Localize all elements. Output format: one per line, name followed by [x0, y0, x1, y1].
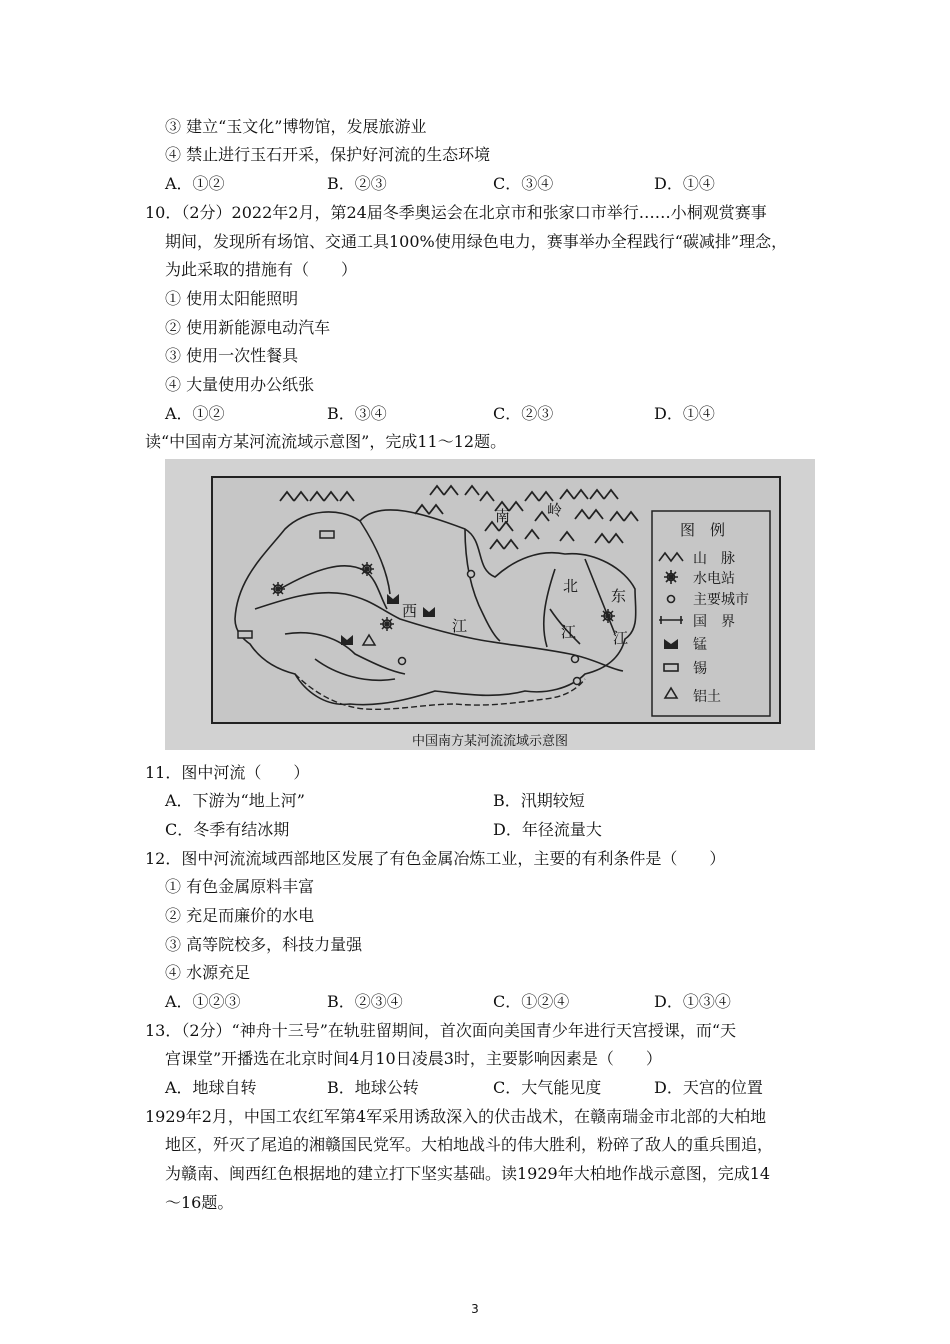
hydropower-icon	[664, 570, 678, 584]
q10-option-a: A．①②	[165, 404, 225, 423]
legend-title: 图 例	[680, 521, 726, 539]
q12-option-d: D．①③④	[654, 992, 731, 1011]
q10-item-4: ④ 大量使用办公纸张	[165, 375, 315, 394]
passage-line-4: ～16题。	[165, 1193, 234, 1212]
q9-option-a: A．①②	[165, 174, 225, 193]
label-jiang-bei: 江	[561, 623, 577, 641]
label-jiang-xi: 江	[452, 617, 468, 635]
passage-line-3: 为赣南、闽西红色根据地的建立打下坚实基础。读1929年大柏地作战示意图，完成14	[165, 1164, 771, 1183]
label-nan: 南	[495, 507, 511, 525]
q10-item-2: ② 使用新能源电动汽车	[165, 318, 331, 337]
map-intro: 读“中国南方某河流流域示意图”，完成11～12题。	[145, 432, 507, 451]
q12-item-1: ① 有色金属原料丰富	[165, 877, 315, 896]
legend-border: 国 界	[693, 614, 735, 630]
label-jiang-dong: 江	[613, 629, 629, 647]
q9-item-3: ③ 建立“玉文化”博物馆，发展旅游业	[165, 117, 427, 136]
q10-option-c: C．②③	[493, 404, 554, 423]
q11-option-c: C．冬季有结冰期	[165, 820, 290, 839]
q13-option-c: C．大气能见度	[493, 1078, 602, 1097]
legend-manganese: 锰	[693, 637, 707, 653]
q12-item-4: ④ 水源充足	[165, 963, 251, 982]
q12-stem: 12．图中河流流域西部地区发展了有色金属冶炼工业，主要的有利条件是（ ）	[145, 849, 726, 868]
legend-hydropower: 水电站	[693, 571, 735, 587]
legend-mountain: 山 脉	[693, 551, 735, 567]
map-caption: 中国南方某河流流域示意图	[411, 734, 569, 749]
label-dong: 东	[611, 587, 627, 605]
q10-item-3: ③ 使用一次性餐具	[165, 346, 299, 365]
q12-option-b: B．②③④	[327, 992, 403, 1011]
q13-option-d: D．天宫的位置	[654, 1078, 763, 1097]
q11-option-d: D．年径流量大	[493, 820, 602, 839]
q9-option-c: C．③④	[493, 174, 554, 193]
passage-line-2: 地区，歼灭了尾追的湘赣国民党军。大柏地战斗的伟大胜利，粉碎了敌人的重兵围追，	[165, 1135, 774, 1154]
q10-item-1: ① 使用太阳能照明	[165, 289, 299, 308]
q13-option-b: B．地球公转	[327, 1078, 419, 1097]
q10-option-d: D．①④	[654, 404, 715, 423]
q11-option-b: B．汛期较短	[493, 791, 585, 810]
q9-option-d: D．①④	[654, 174, 715, 193]
legend-city: 主要城市	[693, 592, 749, 608]
q10-stem-line-2: 期间，发现所有场馆、交通工具100%使用绿色电力，赛事举办全程践行“碳减排”理念，	[165, 232, 788, 251]
river-basin-map	[165, 459, 815, 750]
q13-stem-line-2: 宫课堂”开播选在北京时间4月10日凌晨3时，主要影响因素是（ ）	[165, 1049, 662, 1068]
map-legend	[652, 511, 770, 716]
q11-option-a: A．下游为“地上河”	[165, 791, 305, 810]
legend-bauxite: 铝土	[693, 689, 721, 705]
q12-item-3: ③ 高等院校多，科技力量强	[165, 935, 363, 954]
q13-stem-line-1: 13．（2分）“神舟十三号”在轨驻留期间，首次面向美国青少年进行天宫授课，而“天	[145, 1021, 737, 1040]
q13-option-a: A．地球自转	[165, 1078, 257, 1097]
q10-stem-line-3: 为此采取的措施有（ ）	[165, 260, 358, 279]
label-bei: 北	[563, 577, 579, 595]
legend-tin: 锡	[693, 661, 707, 677]
q12-option-a: A．①②③	[165, 992, 241, 1011]
label-ling: 岭	[547, 501, 563, 519]
passage-line-1: 1929年2月，中国工农红军第4军采用诱敌深入的伏击战术，在赣南瑞金市北部的大柏地	[145, 1107, 767, 1126]
q11-stem: 11．图中河流（ ）	[145, 763, 310, 782]
q10-option-b: B．③④	[327, 404, 387, 423]
page-number: 3	[471, 1302, 479, 1316]
q12-option-c: C．①②④	[493, 992, 570, 1011]
q9-item-4: ④ 禁止进行玉石开采，保护好河流的生态环境	[165, 145, 491, 164]
q12-item-2: ② 充足而廉价的水电	[165, 906, 315, 925]
q9-option-b: B．②③	[327, 174, 387, 193]
q10-stem-line-1: 10．（2分）2022年2月，第24届冬季奥运会在北京市和张家口市举行……小桐观赏赛事	[145, 203, 767, 222]
label-xi: 西	[402, 602, 418, 620]
